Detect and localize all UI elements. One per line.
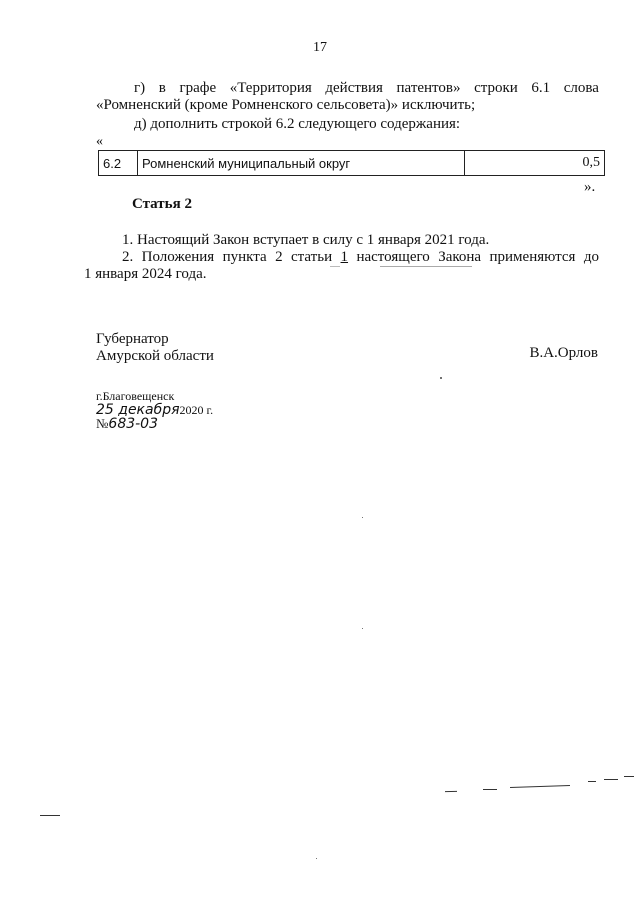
row-number-cell: 6.2 bbox=[99, 151, 138, 176]
word: статьи bbox=[291, 249, 333, 265]
date-printed: 2020 г. bbox=[179, 403, 214, 417]
word: графе bbox=[179, 80, 217, 96]
word: в bbox=[158, 80, 166, 96]
word: слова bbox=[563, 80, 599, 96]
word: до bbox=[583, 249, 599, 265]
paragraph-g-line1 bbox=[96, 80, 599, 97]
quote-open: « bbox=[96, 134, 103, 149]
signature-title-line2: Амурской области bbox=[96, 348, 214, 364]
signature-title-line1: Губернатор bbox=[96, 331, 169, 347]
paragraph-g-line2: «Ромненский (кроме Ромненского сельсовета)» исключить; bbox=[96, 97, 476, 113]
word: патентов» bbox=[396, 80, 461, 96]
article-item-2-line1 bbox=[96, 249, 599, 266]
word: настоящего bbox=[356, 249, 430, 265]
scan-line bbox=[40, 815, 60, 816]
document-number bbox=[96, 415, 158, 433]
article-item-2-line2: 1 января 2024 года. bbox=[84, 266, 207, 282]
number-prefix: № bbox=[96, 416, 109, 431]
word: Положения bbox=[141, 249, 215, 265]
word: пункта bbox=[222, 249, 267, 265]
word: 2 bbox=[275, 249, 283, 265]
scan-speck bbox=[316, 858, 317, 859]
word: 6.1 bbox=[531, 80, 551, 96]
article-item-2 bbox=[84, 249, 599, 283]
signatory-name: В.А.Орлов bbox=[529, 345, 598, 361]
scan-artifact bbox=[380, 266, 472, 267]
scan-line bbox=[624, 776, 634, 777]
word: Закона bbox=[438, 249, 482, 265]
scan-artifact bbox=[330, 266, 340, 267]
scan-speck bbox=[440, 377, 442, 379]
territory-cell: Ромненский муниципальный округ bbox=[138, 151, 465, 176]
scan-speck bbox=[362, 517, 363, 518]
date-handwritten: 25 декабря bbox=[96, 402, 180, 418]
paragraph-g bbox=[96, 80, 599, 114]
article-heading: Статья 2 bbox=[132, 196, 192, 212]
table-row bbox=[99, 151, 605, 176]
place-of-signing: г.Благовещенск bbox=[96, 389, 175, 403]
coefficient-cell: 0,5 bbox=[465, 151, 605, 176]
word: применяются bbox=[489, 249, 576, 265]
quote-close: ». bbox=[584, 179, 596, 195]
scan-line bbox=[483, 789, 497, 790]
paragraph-d: д) дополнить строкой 6.2 следующего содержания: bbox=[134, 116, 461, 132]
scan-line bbox=[588, 781, 596, 782]
word: 2. bbox=[122, 249, 134, 265]
page-number: 17 bbox=[313, 40, 327, 55]
word: «Территория bbox=[229, 80, 312, 96]
scan-line bbox=[604, 779, 618, 780]
article-item-1: 1. Настоящий Закон вступает в силу с 1 января 2021 года. bbox=[122, 232, 490, 248]
scan-speck bbox=[362, 628, 363, 629]
word: действия bbox=[325, 80, 383, 96]
word: г) bbox=[134, 80, 146, 96]
patent-table bbox=[98, 150, 605, 176]
scan-line bbox=[445, 791, 457, 792]
number-handwritten: 683-03 bbox=[108, 416, 158, 432]
scan-line bbox=[510, 785, 570, 788]
signature-title bbox=[96, 331, 214, 365]
word: строки bbox=[474, 80, 518, 96]
word: 1 bbox=[340, 249, 349, 265]
